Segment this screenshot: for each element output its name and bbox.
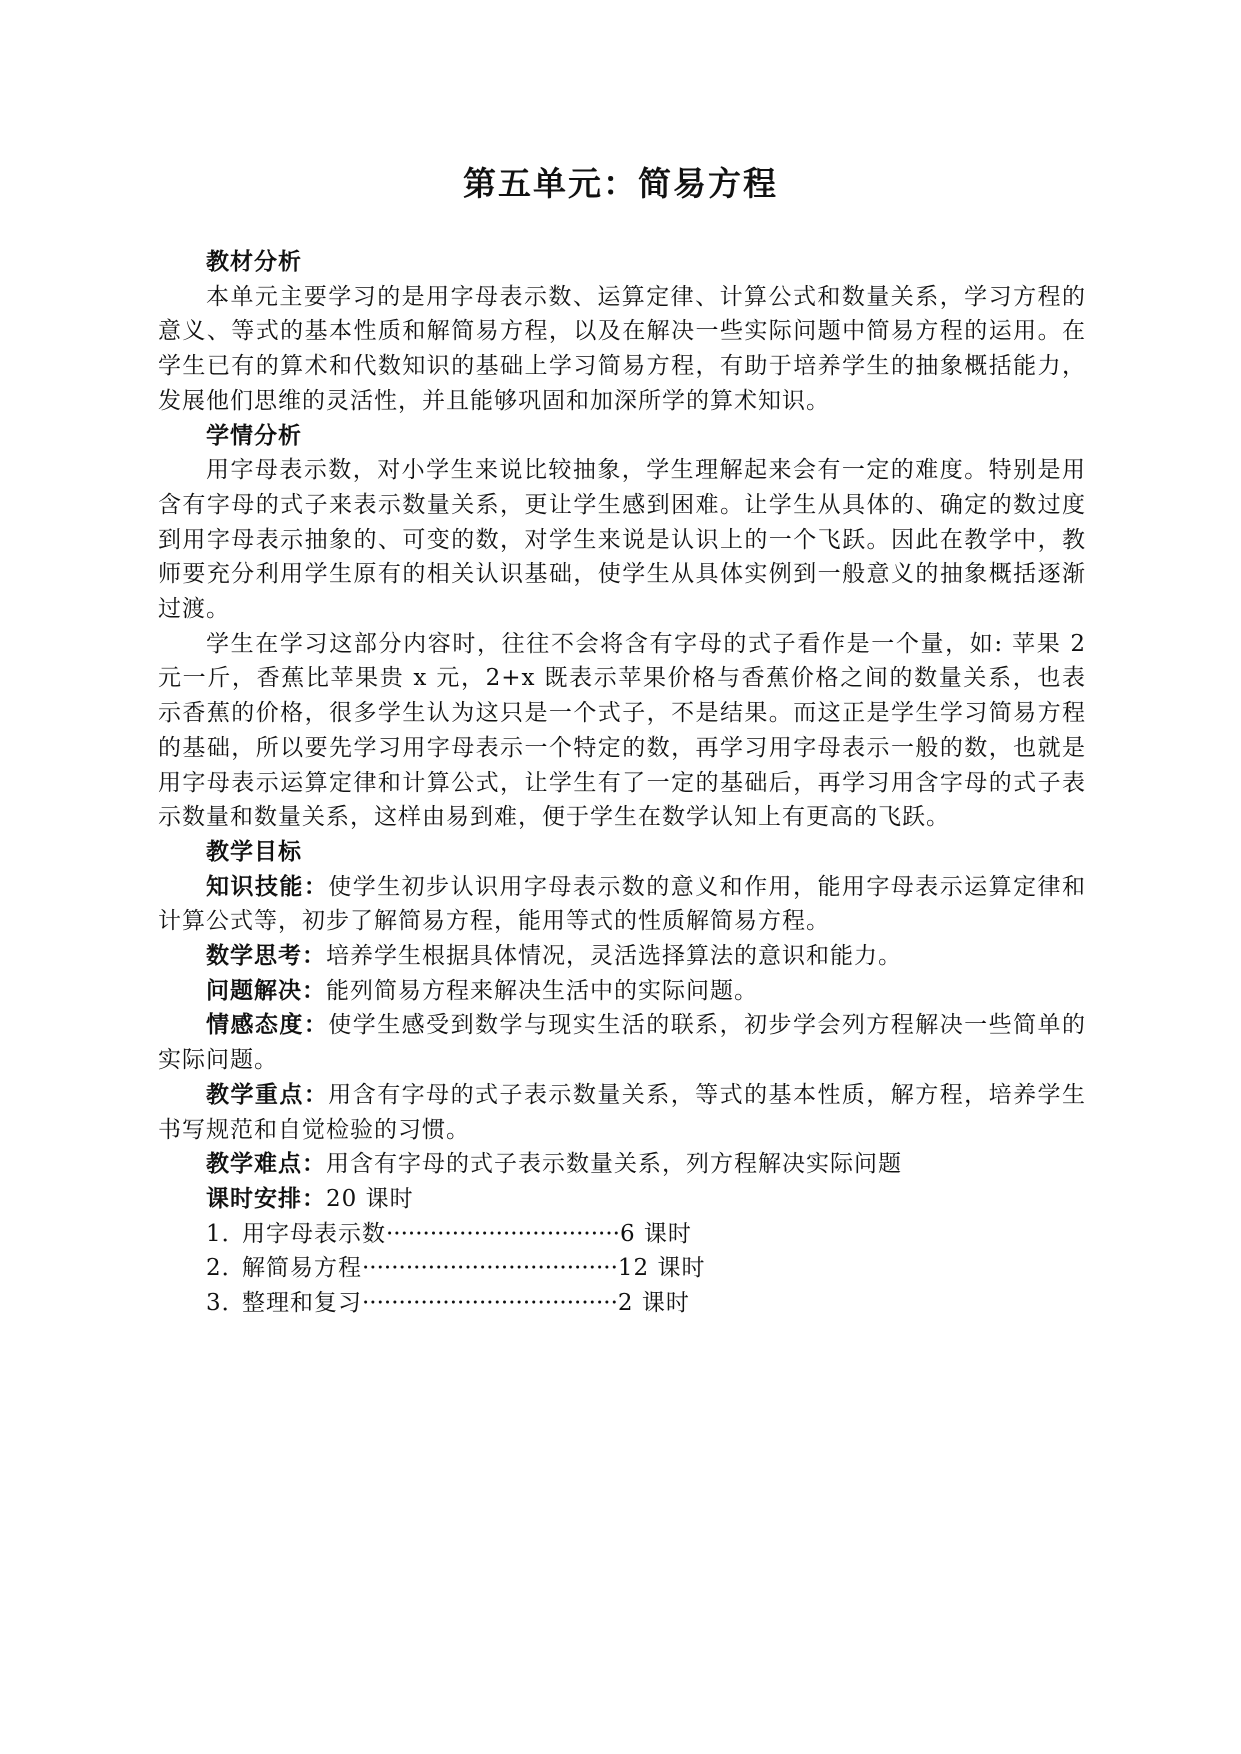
document-body — [158, 245, 1086, 1321]
schedule-name: 用字母表示数 — [242, 1220, 386, 1247]
schedule-item — [158, 1217, 1086, 1252]
goal-attitude — [158, 1008, 1086, 1077]
schedule-hours: 12 课时 — [617, 1255, 706, 1282]
schedule-leader: ································ — [386, 1220, 620, 1247]
goal-text: 培养学生根据具体情况，灵活选择算法的意识和能力。 — [326, 943, 902, 970]
goal-label: 情感态度： — [206, 1012, 329, 1039]
goal-label: 课时安排： — [206, 1185, 326, 1212]
schedule-item — [158, 1251, 1086, 1286]
goal-label: 问题解决： — [206, 977, 326, 1004]
section-heading-analysis: 教材分析 — [206, 249, 302, 275]
schedule-leader: ··································· — [362, 1290, 618, 1317]
goal-text: 用含有字母的式子表示数量关系，列方程解决实际问题 — [326, 1151, 902, 1178]
goal-text: 使学生感受到数学与现实生活的联系，初步学会列方程解决一些简单的实际问题。 — [158, 1012, 1087, 1074]
goal-label: 教学难点： — [206, 1151, 326, 1178]
analysis-paragraph: 本单元主要学习的是用字母表示数、运算定律、计算公式和数量关系，学习方程的意义、等式的基本性质和解简易方程，以及在解决一些实际问题中简易方程的运用。在学生已有的算术和代数知识的基础上学习简易方程，有助于培养学生的抽象概括能力，发展他们思维的灵活性，并且能够巩固和加深所学的算术知识。 — [158, 283, 1086, 414]
goal-thinking — [158, 939, 1086, 974]
goal-text: 20 课时 — [326, 1185, 414, 1212]
teaching-focus — [158, 1078, 1086, 1147]
student-paragraph-1: 用字母表示数，对小学生来说比较抽象，学生理解起来会有一定的难度。特别是用含有字母的式子来表示数量关系，更让学生感到困难。让学生从具体的、确定的数过度到用字母表示抽象的、可变的数，对学生来说是认识上的一个飞跃。因此在教学中，教师要充分利用学生原有的相关认识基础，使学生从具体实例到一般意义的抽象概括逐渐过渡。 — [158, 457, 1086, 623]
goal-text: 使学生初步认识用字母表示数的意义和作用，能用字母表示运算定律和计算公式等，初步了解简易方程，能用等式的性质解简易方程。 — [158, 873, 1087, 935]
goal-label: 数学思考： — [206, 943, 326, 970]
schedule-leader: ··································· — [362, 1255, 618, 1282]
schedule-item — [158, 1286, 1086, 1321]
goal-text: 能列简易方程来解决生活中的实际问题。 — [326, 977, 758, 1004]
schedule-number: 2． — [206, 1255, 246, 1282]
goal-label: 知识技能： — [206, 873, 329, 900]
schedule-name: 解简易方程 — [242, 1255, 362, 1282]
goal-knowledge — [158, 870, 1086, 939]
class-schedule — [158, 1182, 1086, 1217]
goal-text: 用含有字母的式子表示数量关系，等式的基本性质，解方程，培养学生书写规范和自觉检验的习惯。 — [158, 1081, 1087, 1143]
goal-label: 教学重点： — [206, 1081, 329, 1108]
schedule-name: 整理和复习 — [242, 1290, 362, 1317]
page-title: 第五单元：简易方程 — [463, 164, 778, 203]
schedule-hours: 6 课时 — [619, 1220, 692, 1247]
schedule-number: 1． — [206, 1220, 246, 1247]
section-heading-student: 学情分析 — [206, 422, 302, 449]
section-heading-goals: 教学目标 — [206, 838, 302, 865]
student-paragraph-2: 学生在学习这部分内容时，往往不会将含有字母的式子看作是一个量，如: 苹果 2 元一斤，香蕉比苹果贵 x 元，2+x 既表示苹果价格与香蕉价格之间的数量关系，也表示香蕉的价格，很多学生认为这只是一个式子，不是结果。而这正是学生学习简易方程的基础，所以要先学习用字母表示一个特定的数，再学习用字母表示一般的数，也就是用字母表示运算定律和计算公式，让学生有了一定的基础后，再学习用含字母的式子表示数量和数量关系，这样由易到难，便于学生在数学认知上有更高的飞跃。 — [158, 630, 1086, 831]
schedule-hours: 2 课时 — [617, 1290, 690, 1317]
goal-problem-solving — [158, 974, 1086, 1009]
teaching-difficulty — [158, 1147, 1086, 1182]
schedule-number: 3． — [206, 1290, 246, 1317]
